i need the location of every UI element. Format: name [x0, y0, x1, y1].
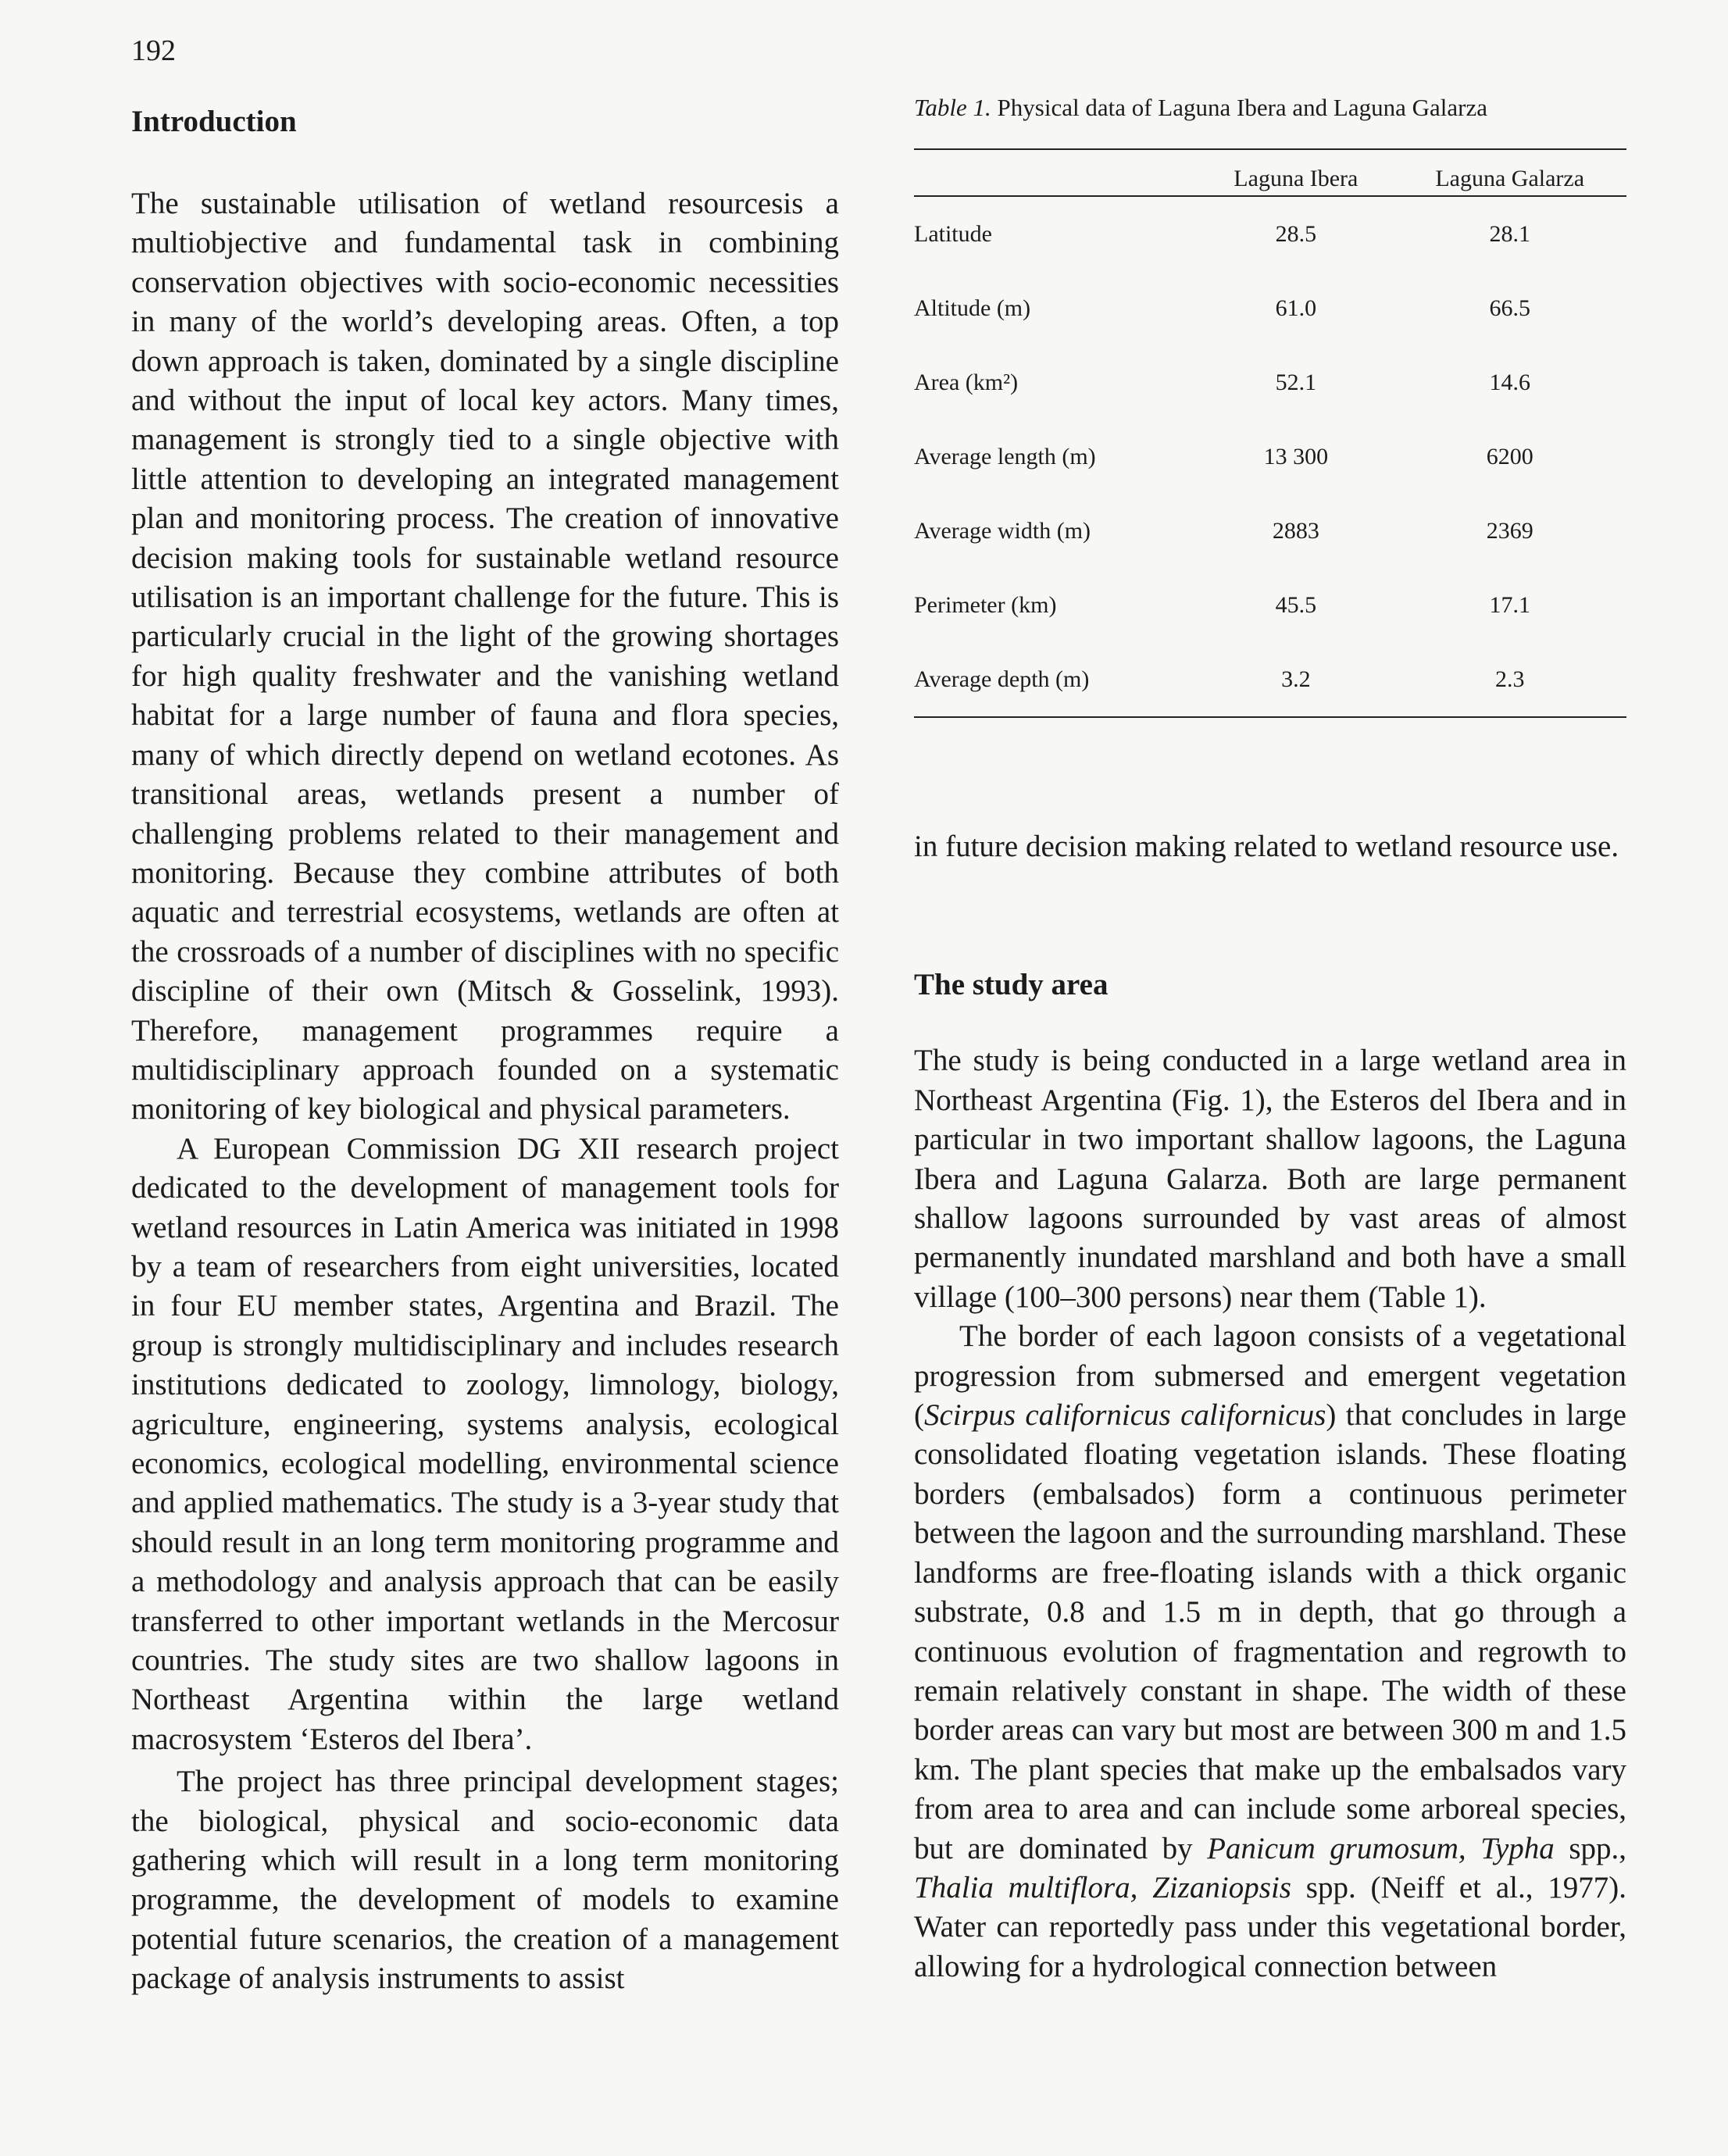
- table-caption-label: Table 1.: [914, 94, 991, 121]
- section-heading-introduction: Introduction: [131, 105, 297, 138]
- row-label: Area (km²): [914, 369, 1019, 395]
- table-row: [914, 642, 1626, 717]
- ibera-value: 3.2: [1198, 642, 1393, 717]
- left-column: [131, 103, 839, 1999]
- table-caption-text: Physical data of Laguna Ibera and Laguna Galarza: [997, 94, 1487, 121]
- table-row: [914, 271, 1626, 345]
- table-header-row: [914, 149, 1626, 196]
- table-header-cell: Laguna Galarza: [1393, 149, 1626, 196]
- table-header-cell: Laguna Ibera: [1198, 149, 1393, 196]
- table-row: [914, 494, 1626, 568]
- ibera-value: 2883: [1272, 517, 1319, 544]
- ibera-value: 28.5: [1275, 220, 1317, 247]
- galarza-value: 6200: [1486, 443, 1533, 469]
- row-label: Average length (m): [914, 443, 1096, 469]
- species-thalia-zizaniopsis: Thalia multiflora, Zizaniopsis: [914, 1870, 1291, 1904]
- galarza-value: 66.5: [1489, 294, 1530, 321]
- species-panicum-typha: Panicum grumosum, Typha: [1207, 1831, 1555, 1865]
- row-label: Average depth (m): [914, 642, 1198, 717]
- ibera-value: 52.1: [1275, 369, 1317, 395]
- row-label: Latitude: [914, 220, 992, 247]
- intro-paragraph-2: A European Commission DG XII research project dedicated to the development of management tools for wetland resources in Latin America was initiated in 1998 by a team of researchers from eight universities, located in four EU member states, Argentina and Brazil. The group is strongly multidisciplinary and includes research institutions dedicated to zoology, limnology, biology, agriculture, engineering, systems analysis, ecological economics, ecological modelling, environmental science and applied mathematics. The study is a 3-year study that should result in an long term monitoring programme and a methodology and analysis approach that can be easily transferred to other important wetlands in the Mercosur countries. The study sites are two shallow lagoons in Northeast Argentina within the large wetland macrosystem ‘Esteros del Ibera’.: [131, 1131, 839, 1756]
- ibera-value: 45.5: [1275, 591, 1317, 618]
- galarza-value: 28.1: [1489, 220, 1530, 247]
- table-row: [914, 568, 1626, 642]
- study-p2-text-e: spp.,: [1554, 1831, 1626, 1865]
- table-header-cell: [914, 149, 1198, 196]
- study-p2-text-c: ) that concludes in large consolidated floating vegetation islands. These floating borders (embalsados) form a continuous perimeter between the lagoon and the surrounding marshland. These landforms are free-floating islands with a thick organic substrate, 0.8 and 1.5 m in depth, that go through a continuous evolution of fragmentation and regrowth to remain relatively constant in shape. The width of these border areas can vary but most are between 300 m and 1.5 km. The plant species that make up the embalsados vary from area to area and can include some arboreal species, but are dominated by: [914, 1398, 1626, 1865]
- table-row: [914, 345, 1626, 419]
- galarza-value: 14.6: [1489, 369, 1530, 395]
- galarza-value: 2369: [1486, 517, 1533, 544]
- study-paragraph-1: The study is being conducted in a large wetland area in Northeast Argentina (Fig. 1), the Esteros del Ibera and in particular in two important shallow lagoons, the Laguna Ibera and Laguna Galarza. Both are large permanent shallow lagoons surrounded by vast areas of almost permanently inundated marshland and both have a small village (100–300 persons) near them (Table 1).: [914, 1044, 1626, 1314]
- table-row: [914, 196, 1626, 271]
- intro-paragraph-3: The project has three principal development stages; the biological, physical and socio-economic data gathering which will result in a long term monitoring programme, the development of models to examine potential future scenarios, the creation of a management package of analysis instruments to assist: [131, 1765, 839, 1996]
- page-number: 192: [131, 34, 176, 67]
- continuation-paragraph: in future decision making related to wetland resource use.: [914, 830, 1619, 863]
- row-label: Perimeter (km): [914, 591, 1057, 618]
- study-p2-text-g: spp. (Neiff et al., 1977). Water can reportedly pass under this vegetational border, allowing for a hydrological connection between: [914, 1870, 1626, 1983]
- table-row: [914, 419, 1626, 494]
- table-caption: [914, 92, 1626, 123]
- study-paragraph-2: [914, 1317, 1626, 1986]
- intro-paragraph-1: The sustainable utilisation of wetland resourcesis a multiobjective and fundamental task in combining conservation objectives with socio-economic necessities in many of the world’s developing areas. Often, a top down approach is taken, dominated by a single discipline and without the input of local key actors. Many times, management is strongly tied to a single objective with little attention to developing an integrated management plan and monitoring process. The creation of innovative decision making tools for sustainable wetland resource utilisation is an important challenge for the future. This is particularly crucial in the light of the growing shortages for high quality freshwater and the vanishing wetland habitat for a large number of fauna and flora species, many of which directly depend on wetland ecotones. As transitional areas, wetlands present a number of challenging problems related to their management and monitoring. Because they combine attributes of both aquatic and terrestrial ecosystems, wetlands are often at the crossroads of a number of disciplines with no specific discipline of their own (Mitsch & Gosselink, 1993). Therefore, management programmes require a multidisciplinary approach founded on a systematic monitoring of key biological and physical parameters.: [131, 187, 839, 1126]
- ibera-value: 13 300: [1263, 443, 1329, 469]
- right-column: [914, 92, 1626, 1986]
- physical-data-table: [914, 148, 1626, 718]
- species-scirpus: Scirpus californicus californicus: [924, 1398, 1326, 1433]
- row-label: Average width (m): [914, 517, 1091, 544]
- galarza-value: 17.1: [1489, 591, 1530, 618]
- row-label: Altitude (m): [914, 294, 1031, 321]
- section-heading-study-area: The study area: [914, 968, 1109, 1002]
- study-p2-text-a: The border of each lagoon consists of a vegetational progression from submersed and emergent vegetation (: [914, 1319, 1626, 1433]
- ibera-value: 61.0: [1275, 294, 1317, 321]
- galarza-value: 2.3: [1393, 642, 1626, 717]
